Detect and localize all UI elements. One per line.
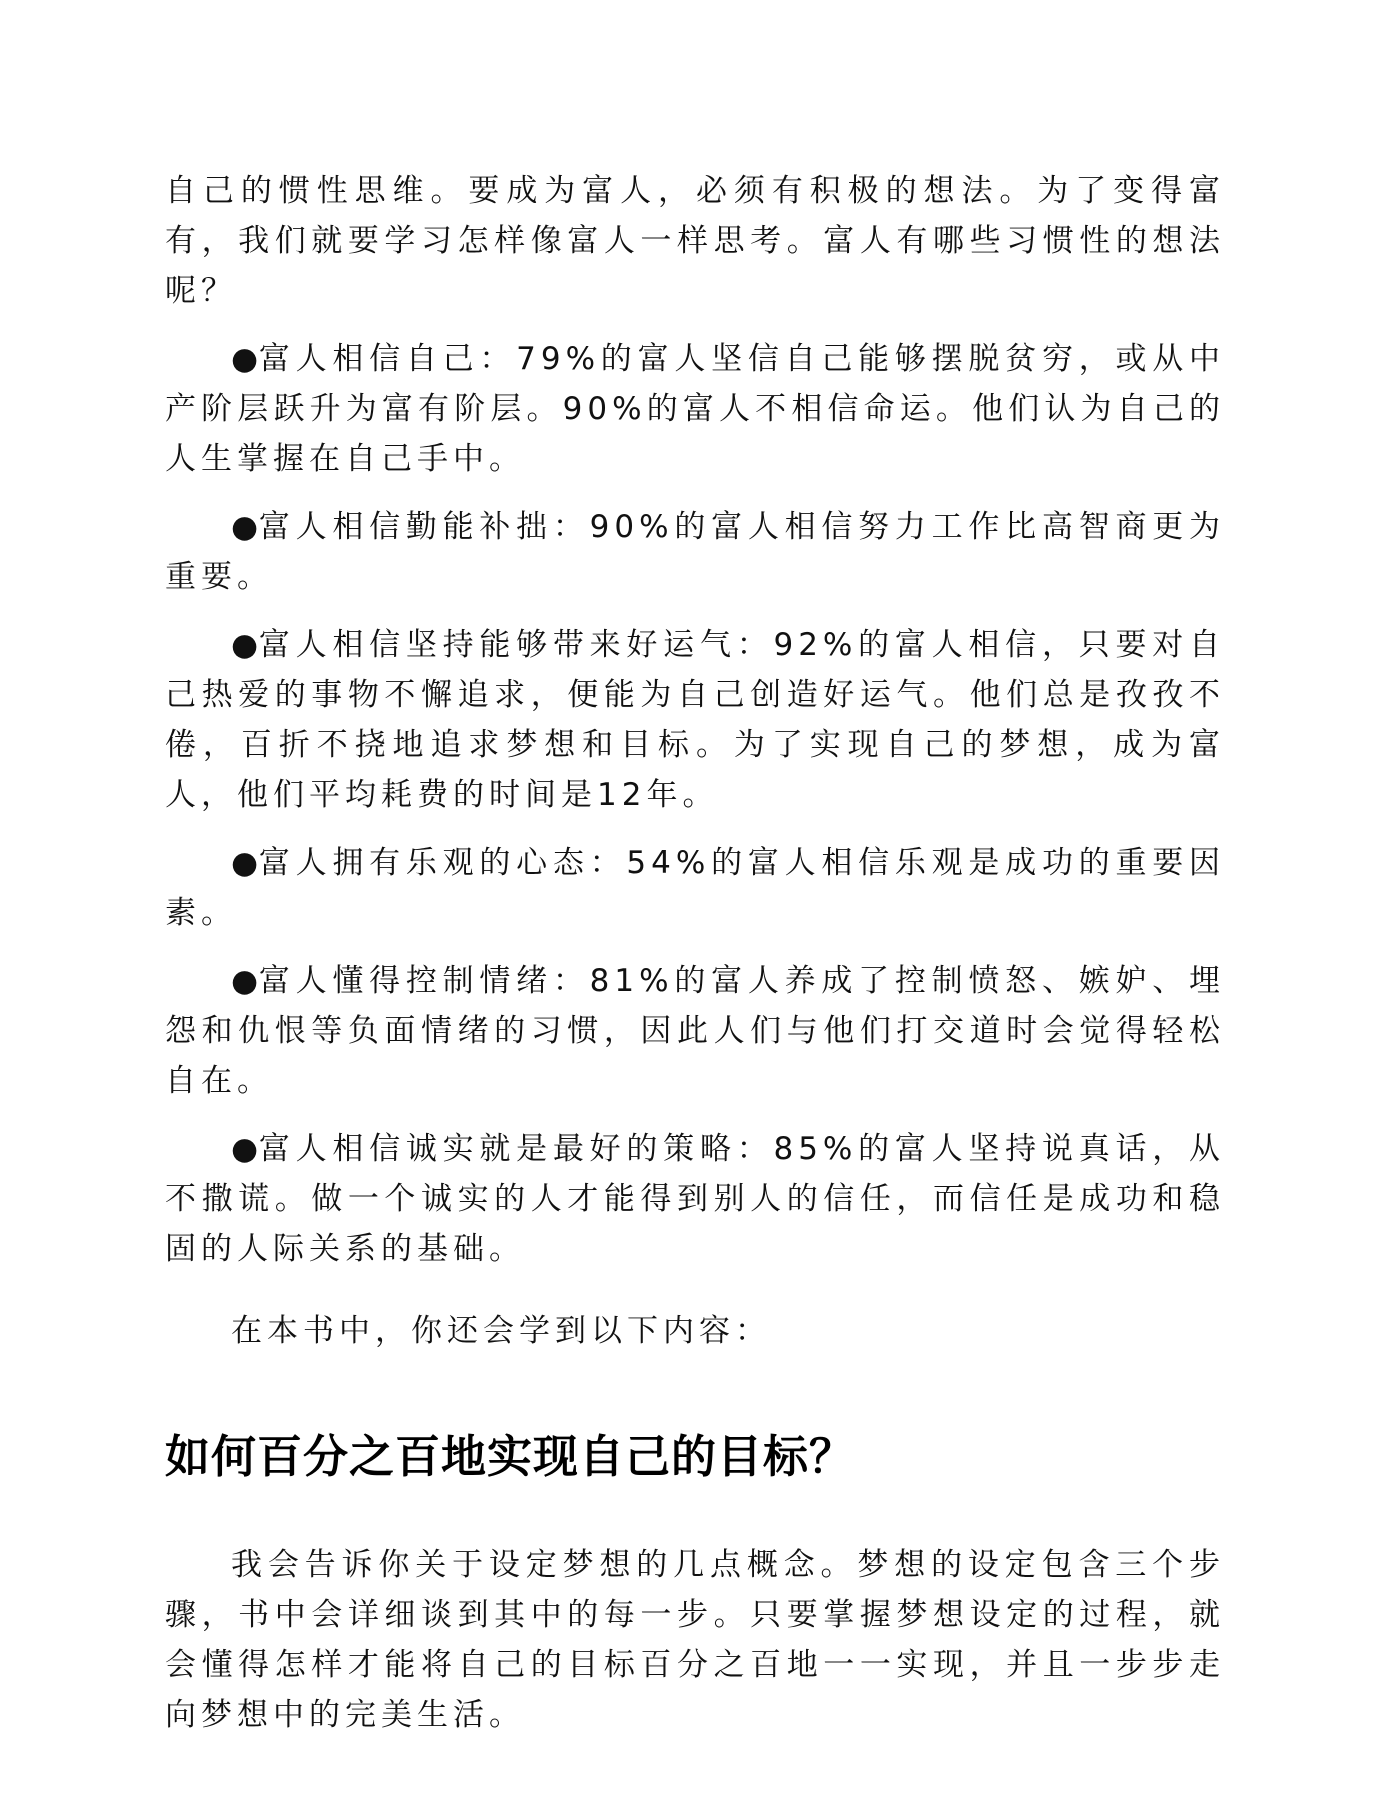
- bullet-item-persistence: [165, 620, 1225, 820]
- bullet-text: 富人懂得控制情绪：81%的富人养成了控制愤怒、嫉妒、埋怨和仇恨等负面情绪的习惯，因此人们与他们打交道时会觉得轻松自在。: [165, 963, 1225, 1099]
- bullet-item-hard-work: [165, 502, 1225, 602]
- bullet-item-optimism: [165, 838, 1225, 938]
- bullet-icon: ●: [231, 341, 259, 377]
- bullet-text: 富人拥有乐观的心态：54%的富人相信乐观是成功的重要因素。: [165, 845, 1225, 931]
- bullet-item-honesty: [165, 1124, 1225, 1274]
- bullet-text: 富人相信诚实就是最好的策略：85%的富人坚持说真话，从不撒谎。做一个诚实的人才能得到别人的信任，而信任是成功和稳固的人际关系的基础。: [165, 1131, 1225, 1267]
- bullet-item-believe-self: [165, 334, 1225, 484]
- bullet-text: 富人相信自己：79%的富人坚信自己能够摆脱贫穷，或从中产阶层跃升为富有阶层。90%的富人不相信命运。他们认为自己的人生掌握在自己手中。: [165, 341, 1225, 477]
- bullet-text: 富人相信勤能补拙：90%的富人相信努力工作比高智商更为重要。: [165, 509, 1225, 595]
- intro-paragraph: 自己的惯性思维。要成为富人，必须有积极的想法。为了变得富有，我们就要学习怎样像富人一样思考。富人有哪些习惯性的想法呢？: [165, 173, 1225, 309]
- section-body-paragraph: 我会告诉你关于设定梦想的几点概念。梦想的设定包含三个步骤，书中会详细谈到其中的每一步。只要掌握梦想设定的过程，就会懂得怎样才能将自己的目标百分之百地一一实现，并且一步步走向梦想中的完美生活。: [165, 1547, 1225, 1733]
- bullet-icon: ●: [231, 1131, 259, 1167]
- bullet-icon: ●: [231, 963, 259, 999]
- bullet-item-emotion-control: [165, 956, 1225, 1106]
- bullet-icon: ●: [231, 845, 259, 881]
- bullet-icon: ●: [231, 627, 259, 663]
- lead-in-paragraph: 在本书中，你还会学到以下内容：: [231, 1313, 771, 1349]
- document-page: [165, 166, 1225, 1740]
- bullet-text: 富人相信坚持能够带来好运气：92%的富人相信，只要对自己热爱的事物不懈追求，便能为自己创造好运气。他们总是孜孜不倦，百折不挠地追求梦想和目标。为了实现自己的梦想，成为富人，他们平均耗费的时间是12年。: [165, 627, 1225, 813]
- bullet-icon: ●: [231, 509, 259, 545]
- section-heading: 如何百分之百地实现自己的目标？: [165, 1430, 856, 1483]
